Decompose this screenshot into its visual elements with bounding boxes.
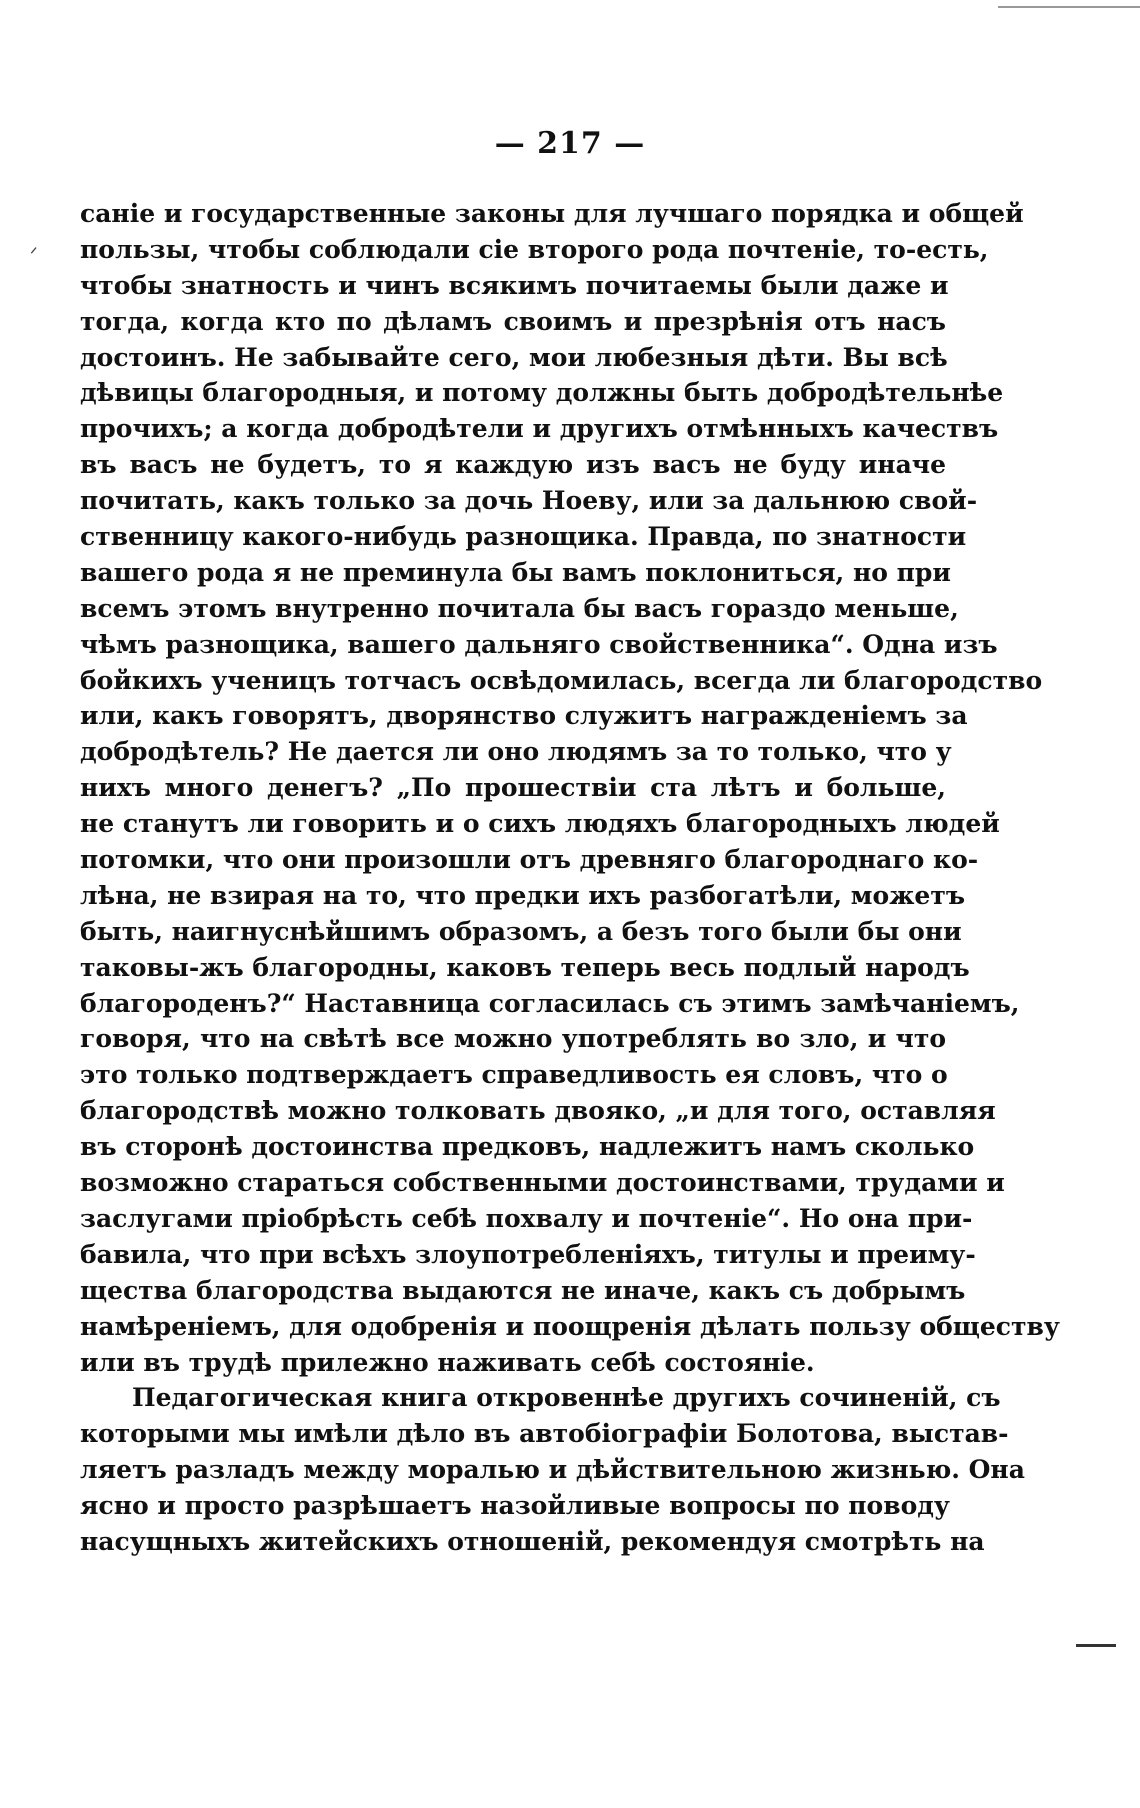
text-line: прочихъ; а когда добродѣтели и другихъ отмѣнныхъ качествъ: [80, 414, 999, 444]
text-line: быть, наигнуснѣйшимъ образомъ, а безъ того были бы они: [80, 916, 962, 946]
text-line: потомки, что они произошли отъ древняго благороднаго ко-: [80, 845, 979, 875]
text-line: добродѣтель? Не дается ли оно людямъ за то только, что у: [80, 737, 952, 767]
text-line: нихъ много денегъ? „По прошествіи ста лѣтъ и больше,: [80, 773, 946, 803]
text-line: не станутъ ли говорить и о сихъ людяхъ благородныхъ людей: [80, 809, 1000, 839]
body-text: [80, 196, 1060, 1560]
paragraph-start-line: Педагогическая книга откровеннѣе другихъ сочиненій, съ: [132, 1383, 1001, 1413]
text-line: чтобы знатность и чинъ всякимъ почитаемы были даже и: [80, 270, 949, 300]
text-line: достоинъ. Не забывайте сего, мои любезныя дѣти. Вы всѣ: [80, 342, 948, 372]
text-line: щества благородства выдаются не иначе, какъ съ добрымъ: [80, 1275, 966, 1305]
text-line: дѣвицы благородныя, и потому должны быть добродѣтельнѣе: [80, 378, 1004, 408]
page-number: — 217 —: [494, 126, 646, 161]
text-line: благородствѣ можно толковать двояко, „и для того, оставляя: [80, 1096, 996, 1126]
scan-edge-rule-bottom: [1076, 1644, 1116, 1647]
text-line: бавила, что при всѣхъ злоупотребленіяхъ, титулы и преиму-: [80, 1239, 976, 1269]
text-line: ляетъ разладъ между моралью и дѣйствительною жизнью. Она: [80, 1455, 1025, 1485]
text-line: ясно и просто разрѣшаетъ назойливые вопросы по поводу: [80, 1491, 950, 1521]
text-line: насущныхъ житейскихъ отношеній, рекомендуя смотрѣть на: [80, 1526, 985, 1556]
text-line: почитать, какъ только за дочь Ноеву, или за дальнюю свой-: [80, 486, 978, 516]
text-line: благороденъ?“ Наставница согласилась съ этимъ замѣчаніемъ,: [80, 988, 1020, 1018]
text-line: въ васъ не будетъ, то я каждую изъ васъ не буду иначе: [80, 450, 946, 480]
text-line: бойкихъ ученицъ тотчасъ освѣдомилась, всегда ли благородство: [80, 665, 1043, 695]
text-line: это только подтверждаетъ справедливость ея словъ, что о: [80, 1060, 948, 1090]
text-line: или, какъ говорятъ, дворянство служитъ награжденіемъ за: [80, 701, 968, 731]
text-line: вашего рода я не преминула бы вамъ поклониться, но при: [80, 557, 951, 587]
margin-mark: ᐟ: [30, 244, 38, 265]
text-line: всемъ этомъ внутренно почитала бы васъ гораздо меньше,: [80, 593, 959, 623]
text-line: заслугами пріобрѣсть себѣ похвалу и почтеніе“. Но она при-: [80, 1203, 973, 1233]
text-line: пользы, чтобы соблюдали сіе второго рода почтеніе, то-есть,: [80, 234, 989, 264]
text-line: лѣна, не взирая на то, что предки ихъ разбогатѣли, можетъ: [80, 880, 966, 910]
scan-edge-rule-top: [998, 6, 1140, 8]
text-line: чѣмъ разнощика, вашего дальняго свойственника“. Одна изъ: [80, 629, 998, 659]
text-line: которыми мы имѣли дѣло въ автобіографіи Болотова, выстав-: [80, 1419, 1009, 1449]
text-line: намѣреніемъ, для одобренія и поощренія дѣлать пользу обществу: [80, 1311, 1060, 1341]
text-line: въ сторонѣ достоинства предковъ, надлежитъ намъ сколько: [80, 1132, 975, 1162]
text-line: тогда, когда кто по дѣламъ своимъ и презрѣнія отъ насъ: [80, 306, 946, 336]
paragraph-end-line: или въ трудѣ прилежно наживать себѣ состояніе.: [80, 1347, 815, 1377]
text-line: ственницу какого-нибудь разнощика. Правда, по знатности: [80, 522, 967, 552]
text-line: говоря, что на свѣтѣ все можно употреблять во зло, и что: [80, 1024, 946, 1054]
text-line: возможно стараться собственными достоинствами, трудами и: [80, 1168, 1005, 1198]
text-line: таковы-жъ благородны, каковъ теперь весь подлый народъ: [80, 952, 970, 982]
text-line: саніе и государственные законы для лучшаго порядка и общей: [80, 199, 1024, 228]
